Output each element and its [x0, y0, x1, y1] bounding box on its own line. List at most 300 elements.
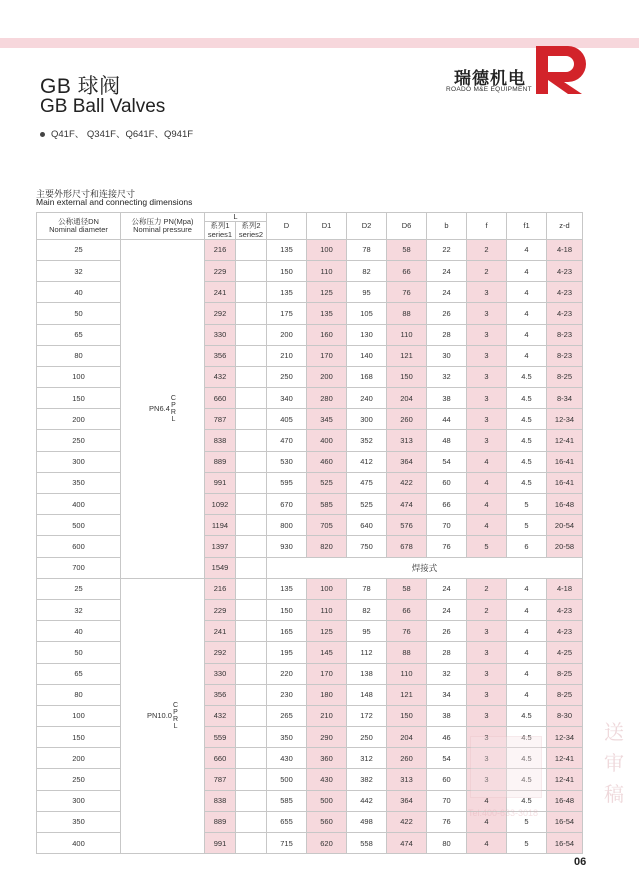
cell-D2: 240 [347, 388, 387, 409]
cell-D1: 430 [307, 769, 347, 790]
cell-series2 [236, 430, 267, 451]
cell-D: 470 [267, 430, 307, 451]
cell-D6: 121 [387, 345, 427, 366]
stamp-char-3: 稿 [604, 784, 624, 806]
header-D: D [267, 213, 307, 240]
group2-pn-value: PN10.0 [146, 711, 172, 721]
cell-series1: 229 [205, 599, 236, 620]
cell-dn: 100 [37, 366, 121, 387]
cell-D1: 100 [307, 239, 347, 260]
cell-D6: 110 [387, 663, 427, 684]
cell-series2 [236, 515, 267, 536]
page-number: 06 [574, 856, 587, 868]
cell-D1: 110 [307, 599, 347, 620]
cell-D: 800 [267, 515, 307, 536]
cell-series2 [236, 472, 267, 493]
table-row [37, 282, 583, 303]
cell-zd: 8-23 [547, 324, 583, 345]
cell-D6: 88 [387, 303, 427, 324]
stamp-char-2: 审 [604, 753, 624, 775]
cell-D6: 66 [387, 599, 427, 620]
cell-zd: 16-54 [547, 811, 583, 832]
cell-D: 210 [267, 345, 307, 366]
cell-D6: 474 [387, 494, 427, 515]
cell-f: 4 [467, 472, 507, 493]
cell-f: 4 [467, 790, 507, 811]
cell-D1: 360 [307, 748, 347, 769]
cell-f: 3 [467, 345, 507, 366]
cell-zd: 20-54 [547, 515, 583, 536]
cell-series2 [236, 345, 267, 366]
stamp-char-1: 送 [604, 722, 624, 744]
cell-f1: 4 [507, 239, 547, 260]
cell-D6: 150 [387, 366, 427, 387]
cell-D2: 640 [347, 515, 387, 536]
cell-zd: 12-34 [547, 409, 583, 430]
header-series2-en: series2 [238, 229, 264, 239]
cell-D: 595 [267, 472, 307, 493]
cell-D1: 145 [307, 642, 347, 663]
cell-zd: 4-18 [547, 578, 583, 599]
cell-D2: 82 [347, 599, 387, 620]
cell-f: 3 [467, 282, 507, 303]
header-D2: D2 [347, 213, 387, 240]
cell-series1: 241 [205, 282, 236, 303]
cell-b: 46 [427, 727, 467, 748]
table-row [37, 727, 583, 748]
watermark-tel: Tel:400-633-3018 [468, 808, 539, 818]
cell-D2: 105 [347, 303, 387, 324]
cell-f1: 6 [507, 536, 547, 557]
table-row [37, 748, 583, 769]
cell-D1: 170 [307, 345, 347, 366]
cell-dn: 500 [37, 515, 121, 536]
cell-f1: 4 [507, 578, 547, 599]
cell-D2: 140 [347, 345, 387, 366]
table-row [37, 388, 583, 409]
cell-b: 54 [427, 748, 467, 769]
cell-series2 [236, 684, 267, 705]
cell-b: 24 [427, 599, 467, 620]
cell-D2: 148 [347, 684, 387, 705]
cell-D2: 300 [347, 409, 387, 430]
cell-D1: 100 [307, 578, 347, 599]
cell-b: 76 [427, 811, 467, 832]
cell-b: 70 [427, 515, 467, 536]
table-row [37, 409, 583, 430]
cell-D1: 620 [307, 833, 347, 854]
cell-f1: 4 [507, 303, 547, 324]
cell-b: 70 [427, 790, 467, 811]
cell-dn: 40 [37, 282, 121, 303]
cell-D: 430 [267, 748, 307, 769]
cell-D1: 820 [307, 536, 347, 557]
cell-dn: 50 [37, 303, 121, 324]
cell-f: 3 [467, 366, 507, 387]
cell-D: 150 [267, 599, 307, 620]
cell-D2: 412 [347, 451, 387, 472]
cell-D2: 95 [347, 621, 387, 642]
header-zd: z-d [547, 213, 583, 240]
cell-f: 4 [467, 451, 507, 472]
cell-b: 26 [427, 303, 467, 324]
cell-D1: 180 [307, 684, 347, 705]
table-row [37, 811, 583, 832]
table-row [37, 705, 583, 726]
group2-material-letters [173, 702, 178, 730]
cell-b: 32 [427, 663, 467, 684]
cell-D6: 66 [387, 260, 427, 281]
cell-dn: 200 [37, 409, 121, 430]
cell-zd: 8-34 [547, 388, 583, 409]
cell-series1: 889 [205, 811, 236, 832]
cell-D2: 750 [347, 536, 387, 557]
cell-f: 3 [467, 388, 507, 409]
cell-f: 3 [467, 705, 507, 726]
cell-f: 3 [467, 663, 507, 684]
cell-series1: 216 [205, 239, 236, 260]
cell-series1: 292 [205, 642, 236, 663]
cell-f: 3 [467, 748, 507, 769]
cell-D2: 525 [347, 494, 387, 515]
cell-D2: 442 [347, 790, 387, 811]
cell-zd: 8-25 [547, 663, 583, 684]
cell-f1: 4 [507, 663, 547, 684]
cell-b: 32 [427, 366, 467, 387]
cell-D1: 125 [307, 282, 347, 303]
header-f: f [467, 213, 507, 240]
cell-D1: 170 [307, 663, 347, 684]
cell-D: 175 [267, 303, 307, 324]
cell-D1: 160 [307, 324, 347, 345]
cell-D6: 313 [387, 769, 427, 790]
cell-series1: 1397 [205, 536, 236, 557]
cell-zd: 8-25 [547, 684, 583, 705]
table-row [37, 366, 583, 387]
cell-D2: 172 [347, 705, 387, 726]
cell-D6: 88 [387, 642, 427, 663]
cell-D1: 290 [307, 727, 347, 748]
cell-D2: 112 [347, 642, 387, 663]
cell-zd: 4-23 [547, 282, 583, 303]
cell-dn: 65 [37, 663, 121, 684]
header-dn-en: Nominal diameter [49, 224, 108, 234]
cell-f1: 4.5 [507, 705, 547, 726]
cell-zd: 4-23 [547, 260, 583, 281]
cell-D: 165 [267, 621, 307, 642]
header-pn-en: Nominal pressure [133, 224, 192, 234]
cell-f: 3 [467, 769, 507, 790]
cell-f1: 5 [507, 811, 547, 832]
cell-series1: 356 [205, 345, 236, 366]
cell-dn: 65 [37, 324, 121, 345]
cell-D: 715 [267, 833, 307, 854]
cell-dn: 32 [37, 599, 121, 620]
cell-series1: 838 [205, 790, 236, 811]
cell-zd: 8-30 [547, 705, 583, 726]
cell-series2 [236, 769, 267, 790]
cell-welded-note: 焊接式 [267, 557, 583, 578]
cell-dn: 350 [37, 811, 121, 832]
cell-zd: 12-41 [547, 769, 583, 790]
cell-D6: 364 [387, 451, 427, 472]
cell-series2 [236, 557, 267, 578]
table-row [37, 642, 583, 663]
cell-series1: 838 [205, 430, 236, 451]
cell-D1: 460 [307, 451, 347, 472]
cell-f: 2 [467, 239, 507, 260]
cell-D2: 382 [347, 769, 387, 790]
cell-f: 2 [467, 578, 507, 599]
cell-b: 48 [427, 430, 467, 451]
cell-b: 60 [427, 769, 467, 790]
review-stamp [604, 718, 624, 811]
cell-D: 530 [267, 451, 307, 472]
cell-series2 [236, 536, 267, 557]
cell-D: 135 [267, 282, 307, 303]
group1-material-letter: P [171, 401, 176, 409]
table-row [37, 239, 583, 260]
cell-zd: 12-41 [547, 748, 583, 769]
cell-series2 [236, 621, 267, 642]
table-row [37, 472, 583, 493]
cell-D: 670 [267, 494, 307, 515]
cell-D2: 558 [347, 833, 387, 854]
cell-f1: 4.5 [507, 748, 547, 769]
cell-D2: 78 [347, 578, 387, 599]
group1-pn-value: PN6.4 [149, 404, 170, 414]
cell-f1: 4.5 [507, 366, 547, 387]
cell-D6: 576 [387, 515, 427, 536]
cell-zd: 8-25 [547, 366, 583, 387]
cell-series2 [236, 366, 267, 387]
cell-D6: 364 [387, 790, 427, 811]
header-pn [121, 213, 205, 240]
cell-D2: 498 [347, 811, 387, 832]
table-row [37, 599, 583, 620]
cell-b: 30 [427, 345, 467, 366]
cell-dn: 600 [37, 536, 121, 557]
cell-series2 [236, 833, 267, 854]
cell-dn: 400 [37, 833, 121, 854]
cell-zd: 16-41 [547, 451, 583, 472]
group2-pn-label [147, 702, 178, 730]
header-series2 [236, 222, 267, 240]
cell-D: 340 [267, 388, 307, 409]
header-L: L [205, 213, 267, 222]
cell-b: 24 [427, 282, 467, 303]
cell-D6: 58 [387, 578, 427, 599]
cell-f1: 4 [507, 684, 547, 705]
cell-D6: 260 [387, 409, 427, 430]
cell-series1: 787 [205, 769, 236, 790]
cell-f1: 4 [507, 345, 547, 366]
cell-D2: 352 [347, 430, 387, 451]
cell-series2 [236, 409, 267, 430]
cell-dn: 100 [37, 705, 121, 726]
bullet-icon [40, 132, 45, 137]
cell-series1: 991 [205, 472, 236, 493]
cell-b: 76 [427, 536, 467, 557]
cell-series1: 660 [205, 748, 236, 769]
table-row [37, 260, 583, 281]
cell-f: 3 [467, 684, 507, 705]
cell-dn: 400 [37, 494, 121, 515]
cell-series2 [236, 663, 267, 684]
cell-series1: 1549 [205, 557, 236, 578]
dimension-table [36, 212, 583, 854]
cell-D1: 210 [307, 705, 347, 726]
table-row [37, 663, 583, 684]
cell-f: 4 [467, 811, 507, 832]
group1-material-letter: L [171, 415, 176, 423]
cell-f: 5 [467, 536, 507, 557]
cell-f1: 4.5 [507, 430, 547, 451]
cell-D: 265 [267, 705, 307, 726]
group2-pn-cell [121, 578, 205, 853]
header-D6: D6 [387, 213, 427, 240]
table-row [37, 621, 583, 642]
cell-D6: 260 [387, 748, 427, 769]
cell-b: 26 [427, 621, 467, 642]
company-logo [440, 44, 590, 98]
cell-b: 60 [427, 472, 467, 493]
cell-D1: 560 [307, 811, 347, 832]
cell-f: 2 [467, 599, 507, 620]
cell-f: 3 [467, 324, 507, 345]
group1-pn-label [149, 395, 176, 423]
header-series1-en: series1 [207, 229, 233, 239]
cell-zd: 4-23 [547, 621, 583, 642]
cell-f1: 4 [507, 260, 547, 281]
cell-D6: 204 [387, 388, 427, 409]
table-row [37, 430, 583, 451]
cell-f: 3 [467, 430, 507, 451]
cell-series1: 991 [205, 833, 236, 854]
model-list-text: Q41F、 Q341F、Q641F、Q941F [51, 129, 194, 140]
table-row [37, 494, 583, 515]
cell-f1: 4.5 [507, 451, 547, 472]
table-row [37, 536, 583, 557]
cell-series1: 241 [205, 621, 236, 642]
group1-material-letters [171, 395, 176, 423]
table-row [37, 684, 583, 705]
cell-series2 [236, 239, 267, 260]
cell-series1: 660 [205, 388, 236, 409]
cell-series2 [236, 642, 267, 663]
cell-dn: 50 [37, 642, 121, 663]
cell-D: 135 [267, 578, 307, 599]
cell-series1: 1092 [205, 494, 236, 515]
cell-f: 2 [467, 260, 507, 281]
group2-material-letter: P [173, 708, 178, 716]
cell-dn: 350 [37, 472, 121, 493]
cell-series2 [236, 324, 267, 345]
cell-series1: 330 [205, 324, 236, 345]
cell-b: 24 [427, 260, 467, 281]
cell-f1: 4.5 [507, 727, 547, 748]
cell-D1: 280 [307, 388, 347, 409]
cell-f: 3 [467, 727, 507, 748]
table-row-welded [37, 557, 583, 578]
cell-D6: 204 [387, 727, 427, 748]
cell-D6: 110 [387, 324, 427, 345]
cell-D6: 58 [387, 239, 427, 260]
cell-dn: 200 [37, 748, 121, 769]
cell-zd: 12-41 [547, 430, 583, 451]
cell-b: 28 [427, 642, 467, 663]
cell-b: 34 [427, 684, 467, 705]
cell-f1: 4 [507, 599, 547, 620]
group2-material-letter: C [172, 701, 179, 709]
cell-D1: 200 [307, 366, 347, 387]
cell-D1: 125 [307, 621, 347, 642]
cell-D: 500 [267, 769, 307, 790]
cell-D: 655 [267, 811, 307, 832]
cell-b: 44 [427, 409, 467, 430]
cell-series2 [236, 748, 267, 769]
header-b: b [427, 213, 467, 240]
table-row [37, 451, 583, 472]
cell-f: 3 [467, 642, 507, 663]
cell-series2 [236, 599, 267, 620]
cell-series2 [236, 260, 267, 281]
group1-material-letter: C [170, 394, 176, 402]
cell-series2 [236, 578, 267, 599]
cell-D: 350 [267, 727, 307, 748]
header-dn-cn: 公称通径DN [58, 216, 99, 226]
table-row [37, 790, 583, 811]
header-dn [37, 213, 121, 240]
cell-series2 [236, 705, 267, 726]
table-row [37, 769, 583, 790]
header-series1 [205, 222, 236, 240]
cell-D: 200 [267, 324, 307, 345]
cell-D6: 121 [387, 684, 427, 705]
cell-D: 230 [267, 684, 307, 705]
cell-series1: 292 [205, 303, 236, 324]
cell-f1: 5 [507, 494, 547, 515]
cell-f1: 5 [507, 833, 547, 854]
cell-series1: 1194 [205, 515, 236, 536]
cell-dn: 25 [37, 239, 121, 260]
cell-series1: 216 [205, 578, 236, 599]
cell-D6: 474 [387, 833, 427, 854]
cell-series2 [236, 451, 267, 472]
cell-series1: 432 [205, 705, 236, 726]
cell-dn: 40 [37, 621, 121, 642]
table-row [37, 833, 583, 854]
cell-D2: 95 [347, 282, 387, 303]
cell-f: 3 [467, 303, 507, 324]
cell-b: 38 [427, 388, 467, 409]
cell-dn: 300 [37, 451, 121, 472]
section-title-cn: 主要外形尺寸和连接尺寸 [36, 189, 136, 199]
cell-f1: 4.5 [507, 769, 547, 790]
cell-D2: 138 [347, 663, 387, 684]
page-title-cn: GB 球阀 [40, 75, 121, 98]
cell-zd: 16-48 [547, 790, 583, 811]
cell-dn: 150 [37, 727, 121, 748]
cell-dn: 32 [37, 260, 121, 281]
cell-f1: 4 [507, 642, 547, 663]
cell-f1: 4.5 [507, 790, 547, 811]
roado-r-logo-icon [534, 44, 590, 96]
cell-dn: 700 [37, 557, 121, 578]
cell-D6: 76 [387, 621, 427, 642]
cell-D: 150 [267, 260, 307, 281]
cell-zd: 8-23 [547, 345, 583, 366]
